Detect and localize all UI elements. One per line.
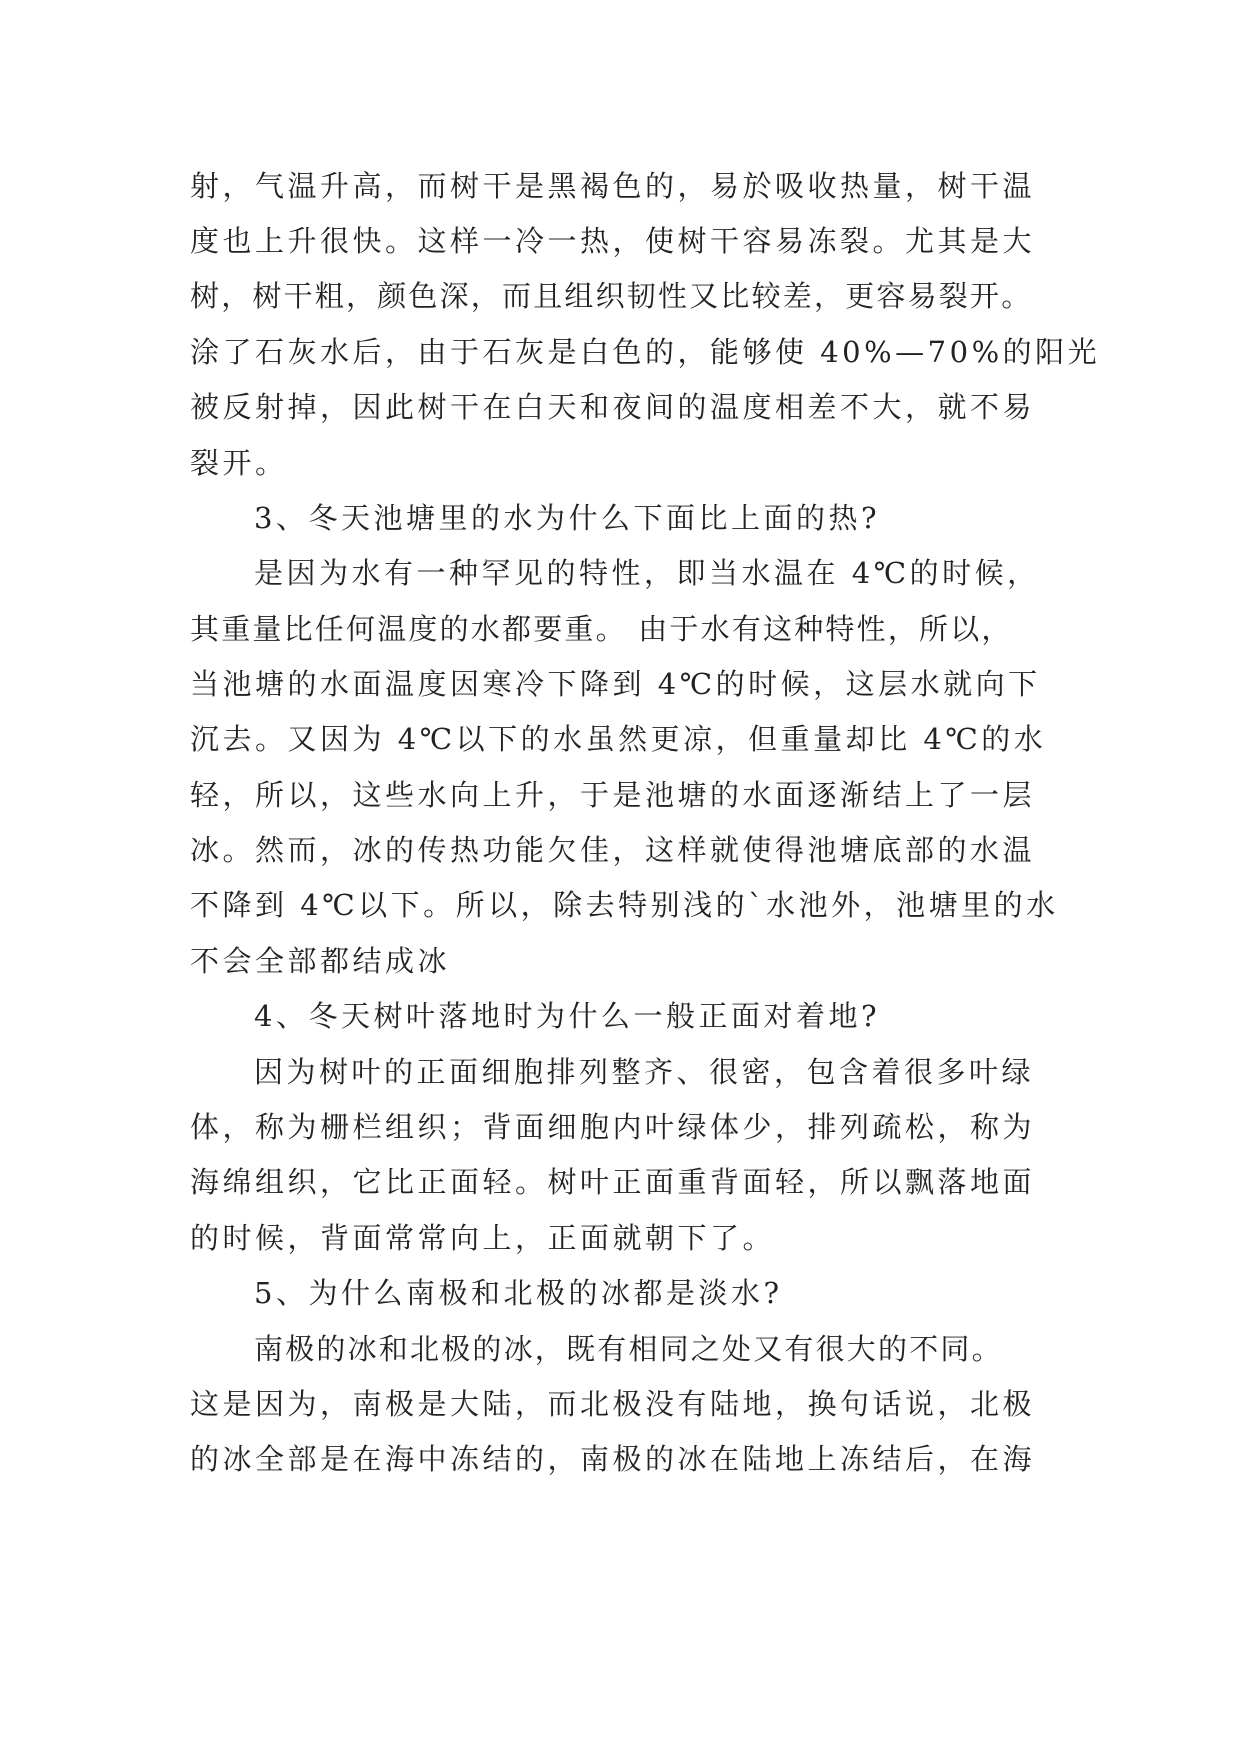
text-line: 的时候，背面常常向上，正面就朝下了。 [190, 1221, 776, 1255]
text-line: 冰。然而，冰的传热功能欠佳，这样就使得池塘底部的水温 [190, 833, 1036, 867]
text-line: 沉去。又因为 4℃以下的水虽然更凉，但重量却比 4℃的水 [190, 722, 1047, 756]
text-line: 海绵组织，它比正面轻。树叶正面重背面轻，所以飘落地面 [190, 1165, 1036, 1199]
text-line: 其重量比任何温度的水都要重。 由于水有这种特性，所以， [190, 612, 1013, 646]
text-line: 是因为水有一种罕见的特性，即当水温在 4℃的时候， [254, 556, 1040, 590]
text-line: 的冰全部是在海中冻结的，南极的冰在陆地上冻结后，在海 [190, 1442, 1036, 1476]
text-line: 体，称为栅栏组织；背面细胞内叶绿体少，排列疏松，称为 [190, 1110, 1036, 1144]
text-line: 不会全部都结成冰 [190, 944, 451, 978]
text-line: 轻，所以，这些水向上升，于是池塘的水面逐渐结上了一层 [190, 778, 1036, 812]
question-heading: 5、为什么南极和北极的冰都是淡水? [254, 1276, 783, 1310]
text-line: 裂开。 [190, 446, 288, 480]
text-line: 当池塘的水面温度因寒冷下降到 4℃的时候，这层水就向下 [190, 667, 1041, 701]
text-line: 射，气温升高，而树干是黑褐色的，易於吸收热量，树干温 [190, 169, 1036, 203]
text-line: 树，树干粗，颜色深，而且组织韧性又比较差，更容易裂开。 [190, 279, 1033, 313]
question-heading: 4、冬天树叶落地时为什么一般正面对着地? [254, 999, 880, 1033]
text-line: 被反射掉，因此树干在白天和夜间的温度相差不大，就不易 [190, 390, 1036, 424]
text-line: 这是因为，南极是大陆，而北极没有陆地，换句话说，北极 [190, 1387, 1036, 1421]
text-line: 不降到 4℃以下。所以，除去特别浅的`水池外，池塘里的水 [190, 888, 1059, 922]
text-line: 涂了石灰水后，由于石灰是白色的，能够使 40%—70%的阳光 [190, 335, 1101, 369]
question-heading: 3、冬天池塘里的水为什么下面比上面的热? [254, 501, 880, 535]
text-line: 因为树叶的正面细胞排列整齐、很密，包含着很多叶绿 [254, 1055, 1035, 1089]
text-line: 南极的冰和北极的冰，既有相同之处又有很大的不同。 [254, 1332, 1003, 1366]
text-line: 度也上升很快。这样一冷一热，使树干容易冻裂。尤其是大 [190, 224, 1036, 258]
